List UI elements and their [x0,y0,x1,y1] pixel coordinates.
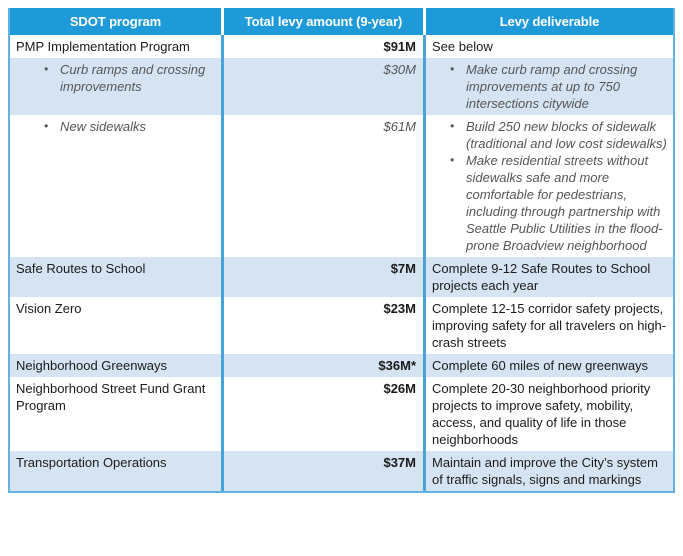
bullet-item: • New sidewalks [38,118,215,135]
header-sdot-program: SDOT program [10,8,224,35]
header-row [10,8,673,35]
levy-program-table [8,8,675,493]
bullet-item: • Curb ramps and crossing improvements [38,61,215,95]
program-cell [10,58,224,115]
table-row-pmp-implementation [10,35,673,58]
header-levy-amount: Total levy amount (9-year) [224,8,426,35]
amount-cell: $61M [224,115,426,257]
program-cell: Neighborhood Street Fund Grant Program [10,377,224,451]
table-row-new-sidewalks [10,115,673,257]
amount-cell: $37M [224,451,426,491]
table-row-safe-routes [10,257,673,297]
table-row-neighborhood-street-fund [10,377,673,451]
amount-cell: $91M [224,35,426,58]
bullet-item: • Build 250 new blocks of sidewalk (traditional and low cost sidewalks) [444,118,667,152]
bullet-item: • Make curb ramp and crossing improvements at up to 750 intersections citywide [444,61,667,112]
program-cell: Vision Zero [10,297,224,354]
program-cell [10,115,224,257]
program-cell: Safe Routes to School [10,257,224,297]
deliverable-cell: Maintain and improve the City’s system of traffic signals, signs and markings [432,455,658,487]
program-cell: Transportation Operations [10,451,224,491]
deliverable-cell [426,58,673,115]
deliverable-cell: Complete 9-12 Safe Routes to School projects each year [432,261,651,293]
deliverable-cell: Complete 20-30 neighborhood priority projects to improve safety, mobility, access, and quality of life in those neighborhoods [432,381,651,447]
amount-cell: $26M [224,377,426,451]
table-row-transportation-operations [10,451,673,491]
amount-cell: $23M [224,297,426,354]
amount-cell: $30M [224,58,426,115]
deliverable-cell: See below [432,39,493,54]
table-row-vision-zero [10,297,673,354]
bullet-item: • Make residential streets without sidewalks safe and more comfortable for pedestrians, including through partnership with Seattle Public Utilities in the flood-prone Broadview neighborhood [444,152,667,254]
deliverable-cell: Complete 60 miles of new greenways [432,358,649,373]
table-row-neighborhood-greenways [10,354,673,377]
deliverable-cell [426,115,673,257]
amount-cell: $36M* [224,354,426,377]
deliverable-cell: Complete 12-15 corridor safety projects, improving safety for all travelers on high-crash streets [432,301,667,350]
header-levy-deliverable: Levy deliverable [499,14,600,29]
program-cell: Neighborhood Greenways [10,354,224,377]
program-cell: PMP Implementation Program [10,35,224,58]
amount-cell: $7M [224,257,426,297]
table-row-curb-ramps [10,58,673,115]
